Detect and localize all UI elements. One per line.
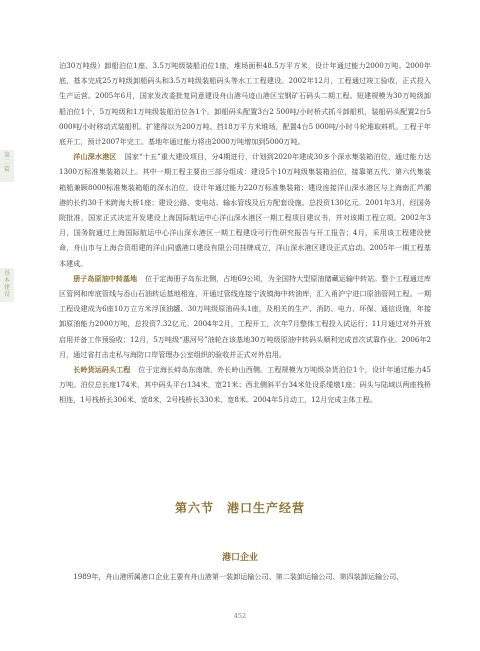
subhead-cezidao: 册子岛原油中转基地 <box>73 273 138 283</box>
body-text <box>59 58 431 408</box>
paragraph-1 <box>59 58 431 149</box>
side-tab-part-label: 第二篇 <box>3 152 10 173</box>
section-title: 第六节 港口生产经营 <box>174 501 305 515</box>
paragraph-changling-text: 位于定海长峙岛东南端，外长岭山西侧。工程规模为万吨级杂货泊位1个，设计年通过能力45万吨。泊位总长度174米，其中码头平台134米，宽21米；西北侧斜平台34米处设系缆墩1座；码头与陆域以两座栈桥相连，1号栈桥长306米、宽8米，2号栈桥长330米、宽8米。2004年5月动工，12月完成主体工程。 <box>59 365 431 405</box>
paragraph-changling <box>59 362 431 408</box>
paragraph-cezidao-text: 位于定海册子岛东北侧，占地69公顷，为全国特大型原油储藏运输中转站。整个工程通过库区管网和库底管线与岙山石油转运基地相连，开通过管线连接宁波镇海中转油库，汇入甬沪宁进口原油管网工程。一期工程设建成为6座10万立方米浮顶油罐、30万吨级原油码头1座，及相关的生产、消防、电力、环保、通信设施，年接卸原油能力2000万吨，总投资7.32亿元。2004年2月，工程开工，次年7月整体工程投入试运行；11月通过对外开放启用并备工作预验收；12月，5万吨级“惠河号”油轮在该基地30万吨级原油中转码头顺利完成首次试靠作业。2006年2月，通过省打击走私与海防口岸管理办公室组织的验收并正式对外启用。 <box>59 273 432 359</box>
subhead-changling: 长岭货运码头工程 <box>73 365 131 375</box>
paragraph-yangshan <box>59 149 431 271</box>
page-number: 452 <box>233 612 247 620</box>
paragraph-cezidao <box>59 271 431 362</box>
paragraph-yangshan-text: 国家“十五”重大建设项目，分4期进行，计划到2020年建成30多个深水集装箱泊位，通过能力达1300万标准集装箱以上。其中一期工程主要由三部分组成：建设5个10万吨级集装箱泊位，接靠第五代、第六代集装箱船兼顾8000标准集装箱船的深水泊位，设计年通过能力220万标准集装箱；建设连接洋山深水港区与上海南汇芦潮港的长约30千米跨海大桥1座；建设公路、变电站、输水管线及后方配套设施。总投资130亿元。2001年3月，经国务院批准，国家正式决定开发建设上海国际航运中心洋山深水港区一期工程项目建议书，并对该期工程立项。2002年3月，国务院通过上海国际航运中心洋山深水港区一期工程建设可行性研究报告与开工报告；4月，采用该工程建设使命，舟山市与上海合资组建的洋山同盛港口建设有限公司挂牌成立，洋山深水港区建设正式启动。2005年一期工程基本建成。 <box>59 152 432 268</box>
subsection-title: 港口企业 <box>221 553 258 563</box>
final-paragraph: 1989年，舟山港所属港口企业主要有舟山港第一装卸运输公司、第二装卸运输公司、第四装卸运输公司、 <box>73 572 404 581</box>
side-tab-chapter-label: 基本建设 <box>3 270 10 298</box>
subhead-yangshan: 洋山深水港区 <box>73 152 117 162</box>
paragraph-1-text: 泊30万吨级）卸船泊位1座、3.5万吨级装船泊位1座，堆场面积48.5万平方米，设计年通过能力2000万吨。2000年底，基本完成25万吨级卸船码头和3.5万吨级装船码头等水工工程建设。2002年12月，工程通过竣工验收，正式投入生产运营。2005年6月，国家发改委批复同意建设舟山港马迹山港区宝钢矿石码头二期工程。短建规模为30万吨级卸船泊位1个，5万吨级和1万吨级装船泊位各1个。卸船码头配置3台2 500吨/小时桥式抓斗卸船机，装船码头配置2台5 000吨/小时移动式装船机。扩建得以为200万吨、挡18万平方米堆场，配置4台5 000吨/小时斗轮堆取料机。工程于年底开工，预计2007年完工。基地年通过能力将由2000万吨增加到5000万吨。 <box>59 61 431 147</box>
